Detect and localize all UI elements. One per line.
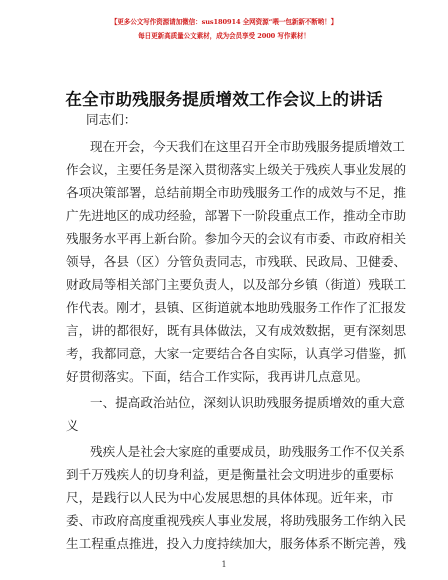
body-line: 各项决策部署，总结前期全市助残服务工作的成效与不足，推 [66,185,407,200]
body-line: 生工程重点推进，投入力度持续加大，服务体系不断完善，残 [66,536,407,551]
body-line: 作代表。刚才，县镇、区街道就本地助残服务工作作了汇报发 [66,300,407,315]
body-line: 残服务水平再上新台阶。参加今天的会议有市委、市政府相关 [66,231,407,246]
body-line: 广先进地区的成功经验，部署下一阶段重点工作，推动全市助 [66,208,407,223]
body-line: 到千万残疾人的切身利益，更是衡量社会文明进步的重要标 [66,467,394,482]
body-line: 委、市政府高度重视残疾人事业发展，将助残服务工作纳入民 [66,513,407,528]
body-line: 现在开会，今天我们在这里召开全市助残服务提质增效工 [90,139,405,154]
section-heading-1: 一、提高政治站位，深刻认识助残服务提质增效的重大意 [90,395,405,410]
page-number: 1 [221,560,227,569]
body-line: 言，讲的都很好，既有具体做法，又有成效数据，更有深刻思 [66,323,407,338]
greeting: 同志们： [86,112,137,127]
body-line: 尺，是践行以人民为中心发展思想的具体体现。近年来，市 [66,490,394,505]
body-line: 作会议，主要任务是深入贯彻落实上级关于残疾人事业发展的 [66,162,407,177]
body-line: 考，我都同意，大家一定要结合各自实际，认真学习借鉴，抓 [66,346,407,361]
body-line: 好贯彻落实。下面，结合工作实际，我再讲几点意见。 [66,369,369,384]
promo-banner-line-1: 【更多公文写作资源请加微信：sus180914 全网资源“喂一包新新不断哟！】 [110,18,338,26]
body-line: 领导，各县（区）分管负责同志，市残联、民政局、卫健委、 [66,254,407,269]
body-line: 财政局等相关部门主要负责人，以及部分乡镇（街道）残联工 [66,277,407,292]
body-line: 残疾人是社会大家庭的重要成员，助残服务工作不仅关系 [90,444,405,459]
document-title: 在全市助残服务提质增效工作会议上的讲话 [65,90,383,109]
section-heading-1-cont: 义 [66,418,79,433]
promo-banner-line-2: 每日更新高质量公文素材，成为会员享受 2000 写作素材！ [138,32,310,40]
